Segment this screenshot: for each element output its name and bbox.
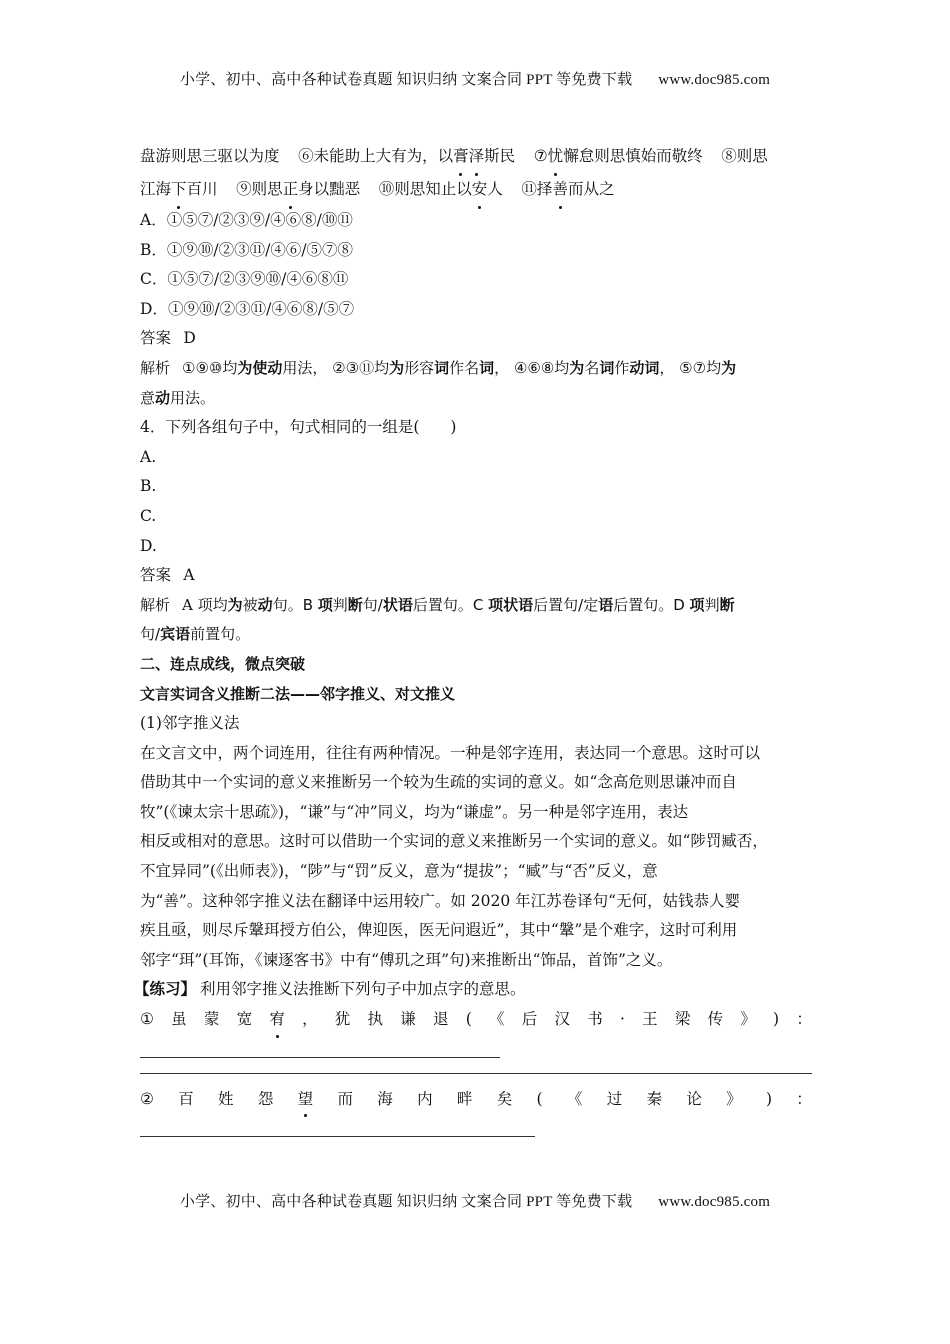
- analysis-text: 用法，: [282, 358, 328, 377]
- answer-blank[interactable]: [140, 1057, 500, 1058]
- analysis-text: ②③⑪均: [332, 358, 390, 377]
- dotted-char: 安: [472, 173, 488, 206]
- answer-label: 答案: [140, 566, 172, 585]
- paragraph-line: 牧”(《谏太宗十思疏》)，“谦”与“冲”同义，均为“谦虚”。另一种是邻字连用，表达: [140, 802, 689, 821]
- exercise-char: 怨: [257, 1089, 274, 1108]
- answer-blank-2-wrap: [140, 1065, 812, 1081]
- item-6: ⑥未能助上大有为，以: [298, 147, 454, 165]
- q3-items-line-2: [140, 173, 812, 206]
- analysis-text: 前置句。: [190, 625, 251, 644]
- exercise-char: 传: [707, 1010, 724, 1029]
- exercise-char: ): [765, 1089, 772, 1108]
- exercise-char: ①: [140, 1010, 154, 1029]
- item-9-tail: 身以黜恶: [298, 180, 361, 198]
- q4-option-a: A.: [140, 447, 157, 466]
- exercise-char: 《: [566, 1089, 583, 1108]
- q4-analysis-line-1: [140, 591, 812, 621]
- analysis-text: 被: [242, 595, 258, 614]
- q3-option-a: [140, 206, 812, 236]
- exercise-char: ，: [302, 1010, 318, 1029]
- footer-url: www.doc985.com: [658, 1194, 771, 1210]
- analysis-text: 句/: [362, 595, 383, 614]
- option-value: ①⑨⑩/②③⑪/④⑥⑧/⑤⑦: [167, 299, 355, 318]
- analysis-text: 判: [332, 595, 348, 614]
- analysis-text: 后置句/定: [533, 595, 599, 614]
- dotted-char: 望: [298, 1085, 314, 1115]
- q3-option-c: [140, 265, 812, 295]
- answer-blank[interactable]: [140, 1136, 535, 1137]
- analysis-text: 为: [227, 595, 243, 614]
- analysis-text: A 项: [182, 595, 213, 614]
- analysis-text: 词: [434, 358, 450, 377]
- item-10: ⑩则思知止以: [378, 180, 472, 198]
- option-label: C．: [140, 270, 168, 289]
- exercise-char: 过: [606, 1089, 623, 1108]
- paragraph-line: 不宜异同”(《出师表》)，“陟”与“罚”反义，意为“提拔”；“臧”与“否”反义，意: [140, 862, 658, 881]
- exercise-char: 》: [726, 1089, 742, 1108]
- dotted-char: 膏: [453, 140, 469, 173]
- exercise-char: 论: [686, 1089, 702, 1108]
- analysis-text: 项: [689, 595, 705, 614]
- exercise-char: 虽: [171, 1010, 187, 1029]
- exercise-char: 后: [521, 1010, 538, 1029]
- analysis-text: 后置句。C: [412, 595, 489, 614]
- paragraph-line: 借助其中一个实词的意义来推断另一个较为生疏的实词的意义。如“念高危则思谦冲而自: [140, 773, 737, 792]
- q3-answer: [140, 324, 812, 354]
- analysis-text: ，: [494, 358, 510, 377]
- item-6-tail: 斯民: [484, 147, 516, 165]
- item-9: ⑨则思: [236, 180, 283, 198]
- analysis-text: 状语: [382, 595, 413, 614]
- page-footer: [0, 1190, 950, 1211]
- analysis-text: 动词: [629, 358, 660, 377]
- method-title: (1)邻字推义法: [140, 714, 240, 733]
- analysis-text: 宾语: [160, 625, 191, 644]
- q3-option-b: [140, 236, 812, 266]
- exercise-char: 《: [489, 1010, 505, 1029]
- analysis-text: 断: [719, 595, 735, 614]
- analysis-text: 动: [155, 388, 171, 407]
- analysis-text: 语: [598, 595, 614, 614]
- analysis-text: 用法。: [170, 388, 216, 407]
- exercise-char: 》: [740, 1010, 756, 1029]
- item-11: ⑪择: [521, 180, 553, 198]
- exercise-char: 而: [337, 1089, 353, 1108]
- exercise-char: 宽: [236, 1010, 253, 1029]
- analysis-text: 为: [389, 358, 405, 377]
- analysis-text: 意: [140, 388, 156, 407]
- item-11-tail: 而从之: [567, 180, 615, 198]
- analysis-text: ，: [659, 358, 675, 377]
- exercise-label: 【练习】: [134, 980, 197, 999]
- dotted-char: 善: [552, 173, 568, 206]
- exercise-char: 百: [178, 1089, 194, 1108]
- analysis-text: 动: [257, 595, 273, 614]
- exercise-char: 蒙: [203, 1010, 220, 1029]
- paragraph-line: 相反或相对的意思。这时可以借助一个实词的意义来推断另一个实词的意义。如“陟罚臧否，: [140, 832, 768, 851]
- analysis-text: 作: [614, 358, 630, 377]
- dotted-char: 下: [171, 173, 187, 206]
- q4-stem: 4．下列各组句子中，句式相同的一组是( ): [140, 418, 457, 437]
- dotted-char: 正: [283, 173, 299, 206]
- option-value: ①⑤⑦/②③⑨/④⑥⑧/⑩⑪: [166, 211, 353, 229]
- item-7-num: ⑦: [533, 147, 548, 165]
- dotted-char: 宥: [269, 1005, 285, 1035]
- analysis-text: 词: [599, 358, 615, 377]
- item-8-tail: 百川: [186, 180, 218, 198]
- analysis-text: 项: [317, 595, 333, 614]
- analysis-text: 后置句。D: [613, 595, 690, 614]
- exercise-char: ：: [796, 1010, 812, 1029]
- exercise-char: 书: [587, 1010, 603, 1029]
- exercise-char: (: [465, 1010, 472, 1029]
- q3-analysis-line-2: [140, 384, 812, 414]
- exercise-instruction-line: [134, 975, 812, 1005]
- analysis-label: 解析: [140, 358, 171, 377]
- item-8-tail: 江海: [140, 180, 172, 198]
- item-5-tail: 盘游则思三驱以为度: [140, 147, 280, 165]
- answer-blank-1-wrap: [140, 1035, 812, 1065]
- q4-option-b: B.: [140, 477, 157, 496]
- exercise-char: (: [536, 1089, 543, 1108]
- header-url: www.doc985.com: [658, 72, 771, 88]
- exercise-char: 秦: [646, 1089, 663, 1108]
- item-7: 懈怠则思慎始而敬终: [563, 147, 703, 165]
- footer-text: 小学、初中、高中各种试卷真题 知识归纳 文案合同 PPT 等免费下载: [179, 1194, 633, 1210]
- q4-answer: [140, 561, 812, 591]
- analysis-text: 形容: [404, 358, 435, 377]
- answer-label: 答案: [140, 329, 172, 348]
- exercise-char: 矣: [496, 1089, 513, 1108]
- item-10-tail: 人: [487, 180, 503, 198]
- method-paragraph: [140, 739, 812, 976]
- q4-option-d: D.: [140, 536, 157, 555]
- q3-option-d: [140, 295, 812, 325]
- answer-blank-3-wrap: [140, 1114, 812, 1144]
- analysis-text: 判: [704, 595, 720, 614]
- paragraph-line: 为“善”。这种邻字推义法在翻译中运用较广。如 2020 年江苏卷译句“无何，姑钱恭人婴: [140, 891, 741, 910]
- exercise-char: 犹: [334, 1010, 351, 1029]
- answer-value: A: [183, 566, 195, 585]
- analysis-text: ④⑥⑧均: [513, 358, 570, 377]
- dotted-char: 泽: [469, 140, 485, 173]
- q3-analysis-line-1: [140, 354, 812, 384]
- analysis-text: 词: [479, 358, 495, 377]
- exercise-char: ：: [796, 1089, 812, 1108]
- answer-value: D: [183, 329, 196, 348]
- exercise-char: ·: [619, 1010, 625, 1029]
- option-value: ①⑤⑦/②③⑨⑩/④⑥⑧⑪: [167, 270, 349, 289]
- analysis-text: 为: [569, 358, 585, 377]
- option-value: ①⑨⑩/②③⑪/④⑥/⑤⑦⑧: [166, 240, 354, 259]
- dotted-char: 忧: [548, 140, 564, 173]
- exercise-char: 执: [367, 1010, 384, 1029]
- answer-blank[interactable]: [140, 1073, 812, 1074]
- page-header: [0, 68, 950, 89]
- header-text: 小学、初中、高中各种试卷真题 知识归纳 文案合同 PPT 等免费下载: [179, 72, 633, 88]
- exercise-item-1: [140, 1005, 812, 1035]
- exercise-char: ): [773, 1010, 780, 1029]
- paragraph-line: 疾且亟，则尽斥鞶珥授方伯公，俾迎医，医无问遐近”，其中“鞶”是个难字，这时可利用: [140, 921, 738, 940]
- exercise-item-2: [140, 1085, 812, 1115]
- analysis-text: 项状语: [488, 595, 534, 614]
- analysis-text: ①⑨⑩均: [182, 358, 238, 377]
- analysis-text: 断: [347, 595, 363, 614]
- exercise-char: 退: [433, 1010, 449, 1029]
- exercise-char: 谦: [400, 1010, 416, 1029]
- analysis-text: 为: [721, 358, 737, 377]
- section-subtitle: 文言实词含义推断二法——邻字推义、对文推义: [140, 684, 456, 703]
- item-8: ⑧则思: [721, 147, 768, 165]
- option-label: B．: [140, 240, 167, 259]
- exercise-char: ②: [140, 1089, 154, 1108]
- option-label: D．: [140, 299, 168, 318]
- q4-analysis-line-2: [140, 620, 812, 650]
- analysis-text: 均: [212, 595, 228, 614]
- q3-items-line-1: [140, 140, 812, 173]
- q4-option-c: C.: [140, 506, 157, 525]
- analysis-label: 解析: [140, 595, 171, 614]
- exercise-char: 内: [417, 1089, 433, 1108]
- analysis-text: ⑤⑦均: [679, 358, 722, 377]
- exercise-char: 姓: [218, 1089, 234, 1108]
- exercise-char: 梁: [674, 1010, 691, 1029]
- analysis-text: 名: [584, 358, 600, 377]
- paragraph-line: 在文言文中，两个词连用，往往有两种情况。一种是邻字连用，表达同一个意思。这时可以: [140, 743, 761, 762]
- analysis-text: 作名: [449, 358, 480, 377]
- document-body: [134, 140, 812, 1144]
- exercise-instruction: 利用邻字推义法推断下列句子中加点字的意思。: [200, 980, 526, 999]
- exercise-char: 海: [377, 1089, 393, 1108]
- analysis-text: 句。B: [272, 595, 318, 614]
- analysis-text: 句/: [140, 625, 161, 644]
- analysis-text: 为使动: [237, 358, 283, 377]
- exercise-char: 王: [642, 1010, 658, 1029]
- paragraph-line: 邻字“珥”(耳饰，《谏逐客书》中有“傅玑之珥”句)来推断出“饰品，首饰”之义。: [140, 950, 673, 969]
- option-label: A．: [140, 211, 167, 229]
- section-title: 二、连点成线，微点突破: [140, 654, 306, 673]
- exercise-char: 汉: [554, 1010, 570, 1029]
- exercise-char: 畔: [456, 1089, 473, 1108]
